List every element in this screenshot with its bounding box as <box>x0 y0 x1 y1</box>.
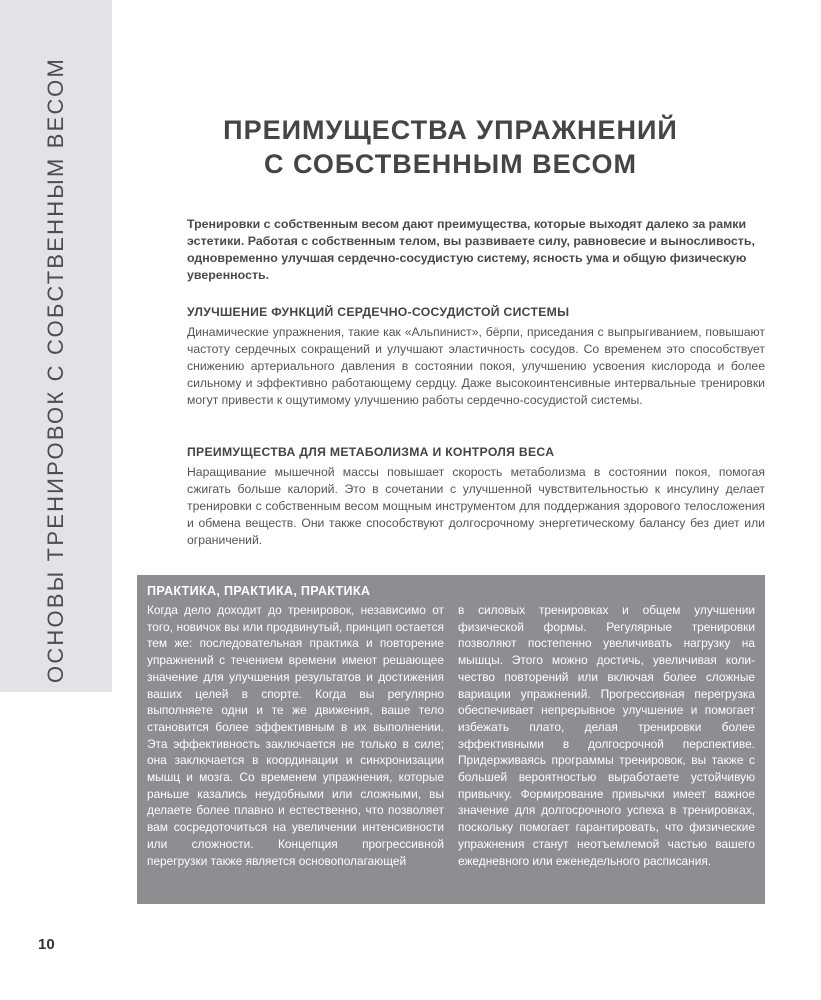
practice-columns <box>147 602 755 869</box>
section-text: Наращивание мышечной массы повышает скорость метаболизма в состоянии покоя, помогая сжигать больше калорий. Это в сочетании с улучшенной чувствительностью к инсулину делает тренировки с собственным весом мощным инструментом для поддержания здорового телосложения и обмена веществ. Они также способствуют долгосрочному энергетическому балансу без диет или ограничений. <box>187 465 765 547</box>
section-heading: ПРЕИМУЩЕСТВА ДЛЯ МЕТАБОЛИЗМА И КОНТРОЛЯ ВЕСА <box>187 445 555 459</box>
page-number: 10 <box>38 936 55 953</box>
section-text: Динамические упражнения, такие как «Альпинист», бёрпи, приседания с выпрыгиванием, повышают частоту сердечных сокращений и улучшают эластичность сосудов. Со временем это способствует снижению артериального давления в состоянии покоя, улучшению усвоения кислорода и более сильному и эффективно работающему сердцу. Даже высокоинтенсивные интервальные тренировки могут привести к ощутимому улучшению работы сердечно-сосудистой системы. <box>187 325 765 407</box>
sidebar-band <box>0 0 112 692</box>
practice-column-left: Когда дело доходит до тренировок, независимо от того, новичок вы или продвинутый, принцип остается тем же: последовательная практика и повторение упражнений с течением времени имеют решающее значение для улучшения результатов и достижения ваших целей в спорте. Когда вы регулярно выполняете одни и те же движения, ваше тело становится более эффективным в их выполнении. Эта эффективность заключается не только в силе; она заключается в координации и синхронизации мышц и мозга. Со временем упражнения, которые раньше казались неудобными или сложными, вы делаете более плавно и естественно, что позволяет вам сосредоточиться на увеличении интенсивности или сложности. Концепция прогрессивной перегрузки также является основополагающей <box>147 603 444 868</box>
intro-paragraph: Тренировки с собственным весом дают преимущества, которые выходят далеко за рамки эстетики. Работая с собственным телом, вы развиваете силу, равновесие и выносливость, одновременно улучшая сердечно-сосудистую систему, ясность ума и общую физическую уверенность. <box>187 217 755 282</box>
practice-column-right: в силовых тренировках и общем улучшении физической формы. Регулярные тренировки позволяют постепенно увеличивать нагрузку на мышцы. Этого можно достичь, увеличивая количество повторений или включая более сложные вариации упражнений. Прогрессивная перегрузка обеспечивает непрерывное улучшение и помогает избежать плато, делая тренировки более эффективными в долгосрочной перспективе. Придерживаясь программы тренировок, вы также с большей вероятностью выработаете устойчивую привычку. Формирование привычки имеет важное значение для долгосрочного успеха в тренировках, поскольку помогает гарантировать, что физические упражнения станут неотъемлемой частью вашего ежедневного или еженедельного расписания. <box>458 603 755 868</box>
section-cardio <box>187 305 765 409</box>
section-heading: УЛУЧШЕНИЕ ФУНКЦИЙ СЕРДЕЧНО-СОСУДИСТОЙ СИСТЕМЫ <box>187 305 570 319</box>
chapter-title: ОСНОВЫ ТРЕНИРОВОК С СОБСТВЕННЫМ ВЕСОМ <box>43 57 68 683</box>
practice-heading: ПРАКТИКА, ПРАКТИКА, ПРАКТИКА <box>147 584 371 598</box>
section-metabolism <box>187 445 765 549</box>
page-title-line1: ПРЕИМУЩЕСТВА УПРАЖНЕНИЙ <box>223 115 678 145</box>
page-title-line2: С СОБСТВЕННЫМ ВЕСОМ <box>264 149 637 179</box>
page-title <box>140 113 761 181</box>
practice-box <box>137 575 765 904</box>
